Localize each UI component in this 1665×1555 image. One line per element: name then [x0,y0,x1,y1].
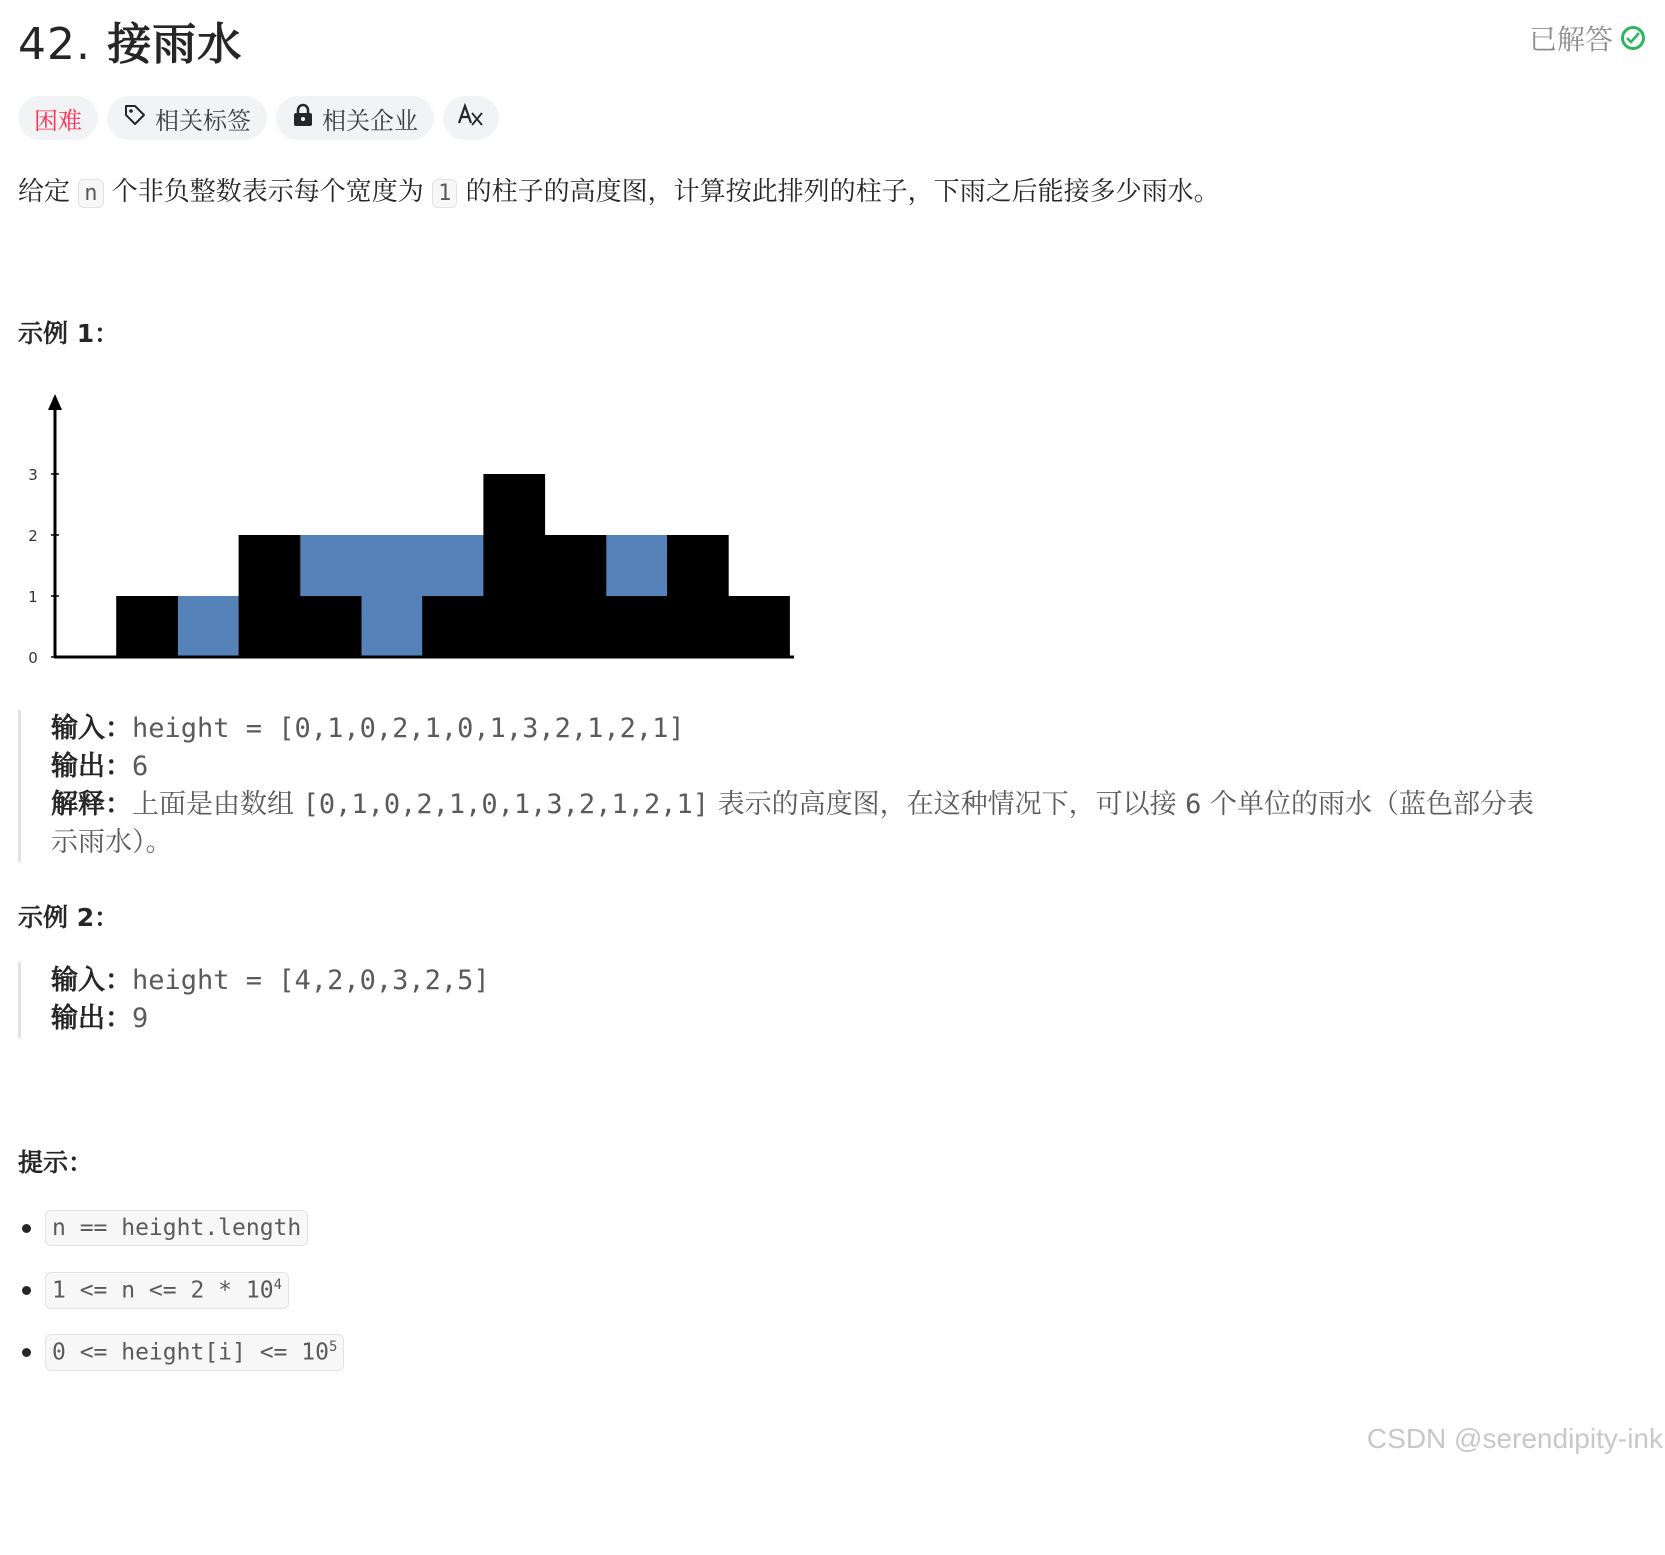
elevation-bar [239,535,301,657]
elevation-bar [422,596,484,657]
constraint-code [45,1272,289,1309]
translate-button[interactable] [443,96,499,140]
description-text: 的柱子的高度图，计算按此排列的柱子，下雨之后能接多少雨水。 [465,177,1220,207]
difficulty-badge [18,96,98,140]
related-tags-label: 相关标签 [155,106,251,135]
description-text: 给定 [18,177,71,207]
example-1-explanation [51,786,1541,862]
example-2-heading: 示例 2： [18,903,120,932]
y-tick-label: 0 [28,649,38,667]
solved-status [1529,18,1645,58]
lock-icon [292,103,314,133]
example-1-block [18,710,1541,862]
elevation-bar [728,596,790,657]
constraint-text: 1 <= n <= 2 * 10 [52,1277,274,1304]
example-1-output [51,748,1541,786]
tag-icon [123,103,147,133]
y-tick-label: 2 [28,527,38,545]
explanation-text: 示雨水）。 [51,827,173,858]
explanation-code: [0,1,0,2,1,0,1,3,2,1,2,1] [302,789,709,820]
constraint-text: 0 <= height[i] <= 10 [52,1339,329,1366]
y-tick-label: 1 [28,588,38,606]
water-block [606,535,668,596]
output-value: 9 [132,1003,149,1034]
explanation-text: 上面是由数组 [132,789,294,820]
problem-name: 接雨水 [107,19,243,70]
problem-description [18,172,1220,214]
output-label: 输出： [51,751,132,782]
hints-heading: 提示： [18,1148,94,1177]
input-label: 输入： [51,713,132,744]
elevation-bar [483,474,545,657]
hint-item [22,1272,289,1309]
constraint-code [45,1334,344,1371]
bullet [22,1224,31,1233]
elevation-bar [667,535,729,657]
example-2-block [18,962,490,1038]
explanation-text: 个单位的雨水（蓝色部分表 [1210,789,1535,820]
solved-label: 已解答 [1528,23,1613,56]
elevation-bar [545,535,607,657]
inline-code-n: n [78,179,103,208]
constraint-exponent: 4 [273,1277,282,1293]
bullet [22,1348,31,1357]
check-circle-icon [1621,26,1645,50]
problem-number: 42. [18,19,91,70]
example-2-input [51,962,490,1000]
problem-title [18,8,242,72]
bullet [22,1286,31,1295]
y-tick-label: 3 [28,466,38,484]
translate-icon [457,103,485,133]
difficulty-label: 困难 [34,106,82,135]
example-2-output [51,1000,490,1038]
example-1-heading: 示例 1： [18,319,120,348]
related-tags-button[interactable] [107,96,267,140]
elevation-bar [300,596,362,657]
input-label: 输入： [51,965,132,996]
hint-item [22,1334,344,1371]
constraint-exponent: 5 [328,1339,338,1355]
explanation-label: 解释： [51,789,132,820]
constraint-code: n == height.length [45,1210,308,1246]
watermark: CSDN @serendipity-ink [1366,1423,1663,1454]
description-text: 个非负整数表示每个宽度为 [111,177,424,207]
y-axis-arrow [48,394,62,410]
output-label: 输出： [51,1003,132,1034]
related-companies-button[interactable] [276,96,434,140]
related-companies-label: 相关企业 [322,106,418,135]
water-block [361,535,423,657]
tag-bar [18,96,499,140]
hint-item [22,1210,308,1246]
elevation-bar [606,596,668,657]
input-value: height = [0,1,0,2,1,0,1,3,2,1,2,1] [132,713,685,744]
water-block [422,535,484,596]
example-1-input [51,710,1541,748]
output-value: 6 [132,751,149,782]
water-block [177,596,239,657]
input-value: height = [4,2,0,3,2,5] [132,965,490,996]
explanation-text: 表示的高度图，在这种情况下，可以接 [717,789,1177,820]
explanation-number: 6 [1185,789,1202,820]
water-block [300,535,362,596]
inline-code-one: 1 [432,179,457,208]
rainwater-chart [18,390,798,670]
elevation-bar [116,596,178,657]
